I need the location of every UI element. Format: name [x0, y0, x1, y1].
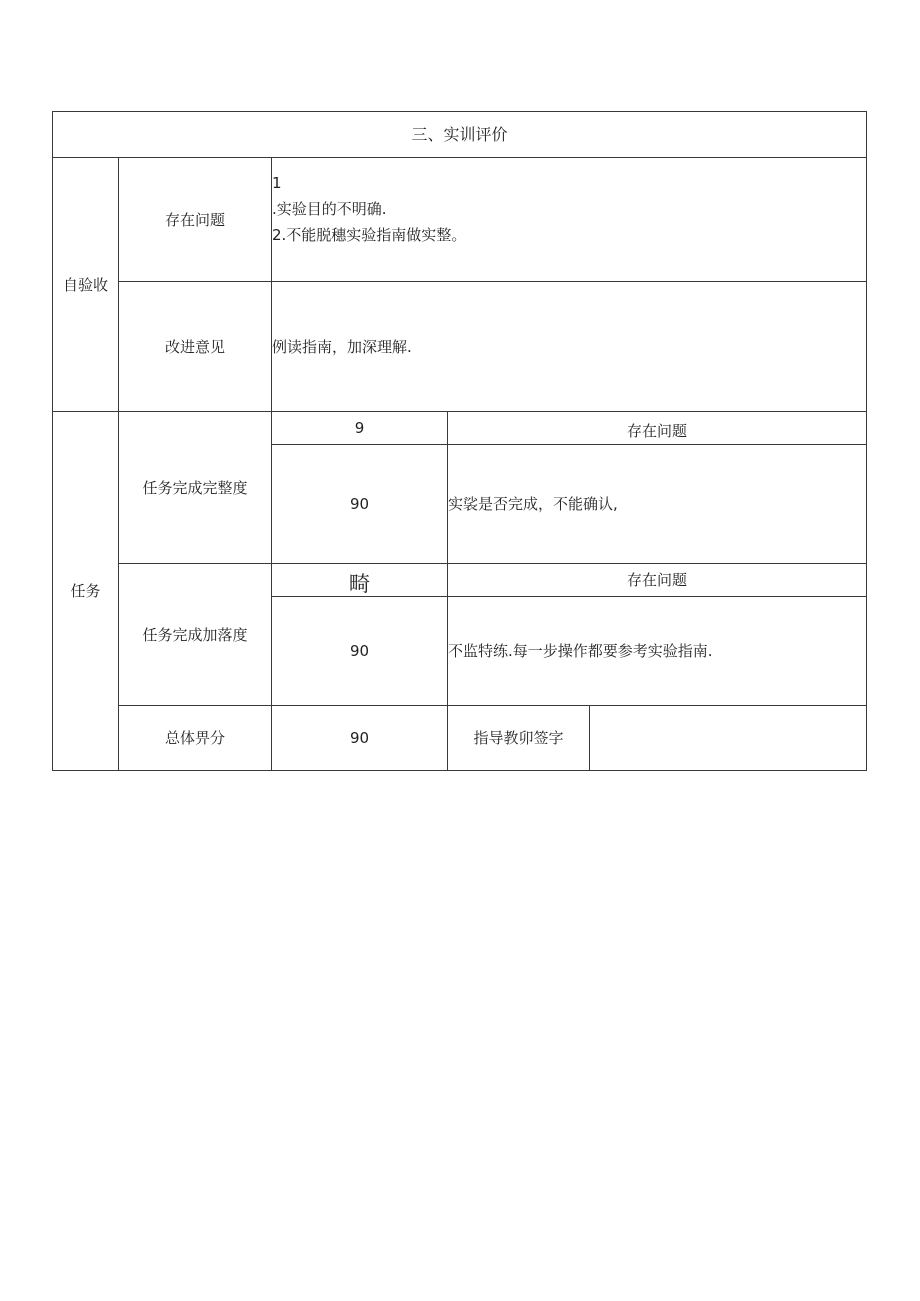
proficiency-header-issue: 存在问题: [626, 571, 687, 589]
issue-1-number: 1: [272, 174, 282, 192]
proficiency-score: 90: [349, 642, 370, 660]
issue-1-text: .实验目的不明确.: [272, 200, 387, 218]
proficiency-label: 任务完成加落度: [142, 625, 248, 644]
completeness-issue: 实裟是否完成，不能确认,: [448, 495, 618, 513]
task-label: 任务: [70, 582, 101, 600]
proficiency-header-score: 畸: [349, 572, 370, 597]
completeness-label: 任务完成完整度: [142, 478, 248, 497]
total-score: 90: [349, 729, 370, 747]
self-check-label: 自验收: [62, 275, 108, 294]
improve-label: 改进意见: [164, 337, 225, 356]
total-label: 总体畀分: [164, 729, 225, 747]
issue-1: [272, 170, 387, 222]
signature-field: [590, 706, 866, 770]
rule: [52, 770, 867, 771]
rule: [866, 111, 867, 771]
issue-2: 2.不能脱穗实验指南做实整。: [272, 226, 467, 244]
improve-text: 例读指南，加深理解.: [272, 337, 412, 356]
completeness-header-score: 9: [354, 419, 365, 437]
signature-label: 指导教卯签字: [473, 729, 564, 747]
proficiency-issue: 不监特练.每一步操作都要参考实验指南.: [448, 642, 713, 660]
issues-content: [272, 174, 866, 244]
completeness-header-issue: 存在问题: [626, 422, 687, 440]
completeness-score: 90: [349, 495, 370, 513]
section-title: 三、实训评价: [411, 124, 508, 144]
issues-label: 存在问题: [164, 210, 225, 229]
